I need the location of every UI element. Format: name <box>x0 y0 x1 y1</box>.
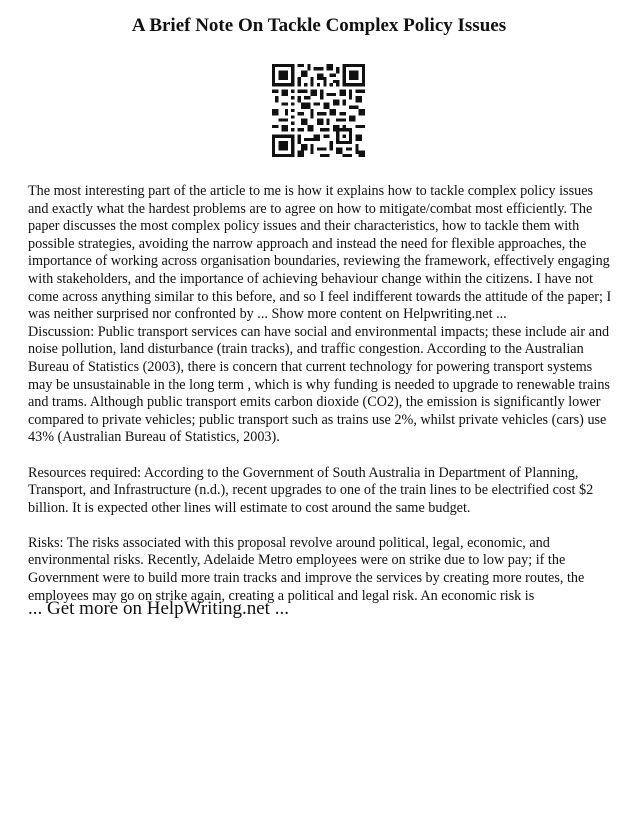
article-body <box>28 183 612 605</box>
paragraph-discussion: Discussion: Public transport services can have social and environmental impacts; these include air and noise pollution, land disturbance (train tracks), and traffic congestion. According to the Australian Bureau of Statistics (2003), there is concern that current technology for powering transport systems may be unsustainable in the long term , which is why funding is needed to upgrade to renewable trains and trams. Although public transport emits carbon dioxide (CO2), the emission is significantly lower compared to private vehicles; public transport such as trains use 2%, whilst private vehicles (cars) use 43% (Australian Bureau of Statistics, 2003). <box>28 323 610 446</box>
paragraph-resources: Resources required: According to the Government of South Australia in Department of Planning, Transport, and Infrastructure (n.d.), recent upgrades to one of the train lines to be electrified cost $2 billion. It is expected other lines will estimate to cost around the same budget. <box>28 464 594 516</box>
paragraph-intro: The most interesting part of the article to me is how it explains how to tackle complex policy issues and exactly what the hardest problems are to agree on how to mitigate/combat most efficiently. The paper discusses the most complex policy issues and their characteristics, how to tackle them with possible strategies, avoiding the narrow approach and instead the need for flexible approaches, the importance of working across organisation boundaries, reviewing the framework, effectively engaging with stakeholders, and the importance of achieving behaviour change within the citizens. I have not come across anything similar to this before, and so I feel indifferent towards the attitude of the paper; I was neither surprised nor confronted by ... Show more content on Helpwriting.net ... <box>28 183 612 323</box>
qr-code-icon <box>272 64 365 157</box>
paragraph-risks: Risks: The risks associated with this proposal revolve around political, legal, economic, and environmental risks. Recently, Adelaide Metro employees were on strike due to low pay; if the Government were to build more train tracks and improve the services by creating more routes, the employees may go on strike again, creating a political and legal risk. An economic risk is <box>28 534 585 604</box>
get-more-link[interactable]: ... Get more on HelpWriting.net ... <box>28 598 289 619</box>
page-title: A Brief Note On Tackle Complex Policy Issues <box>131 15 507 36</box>
